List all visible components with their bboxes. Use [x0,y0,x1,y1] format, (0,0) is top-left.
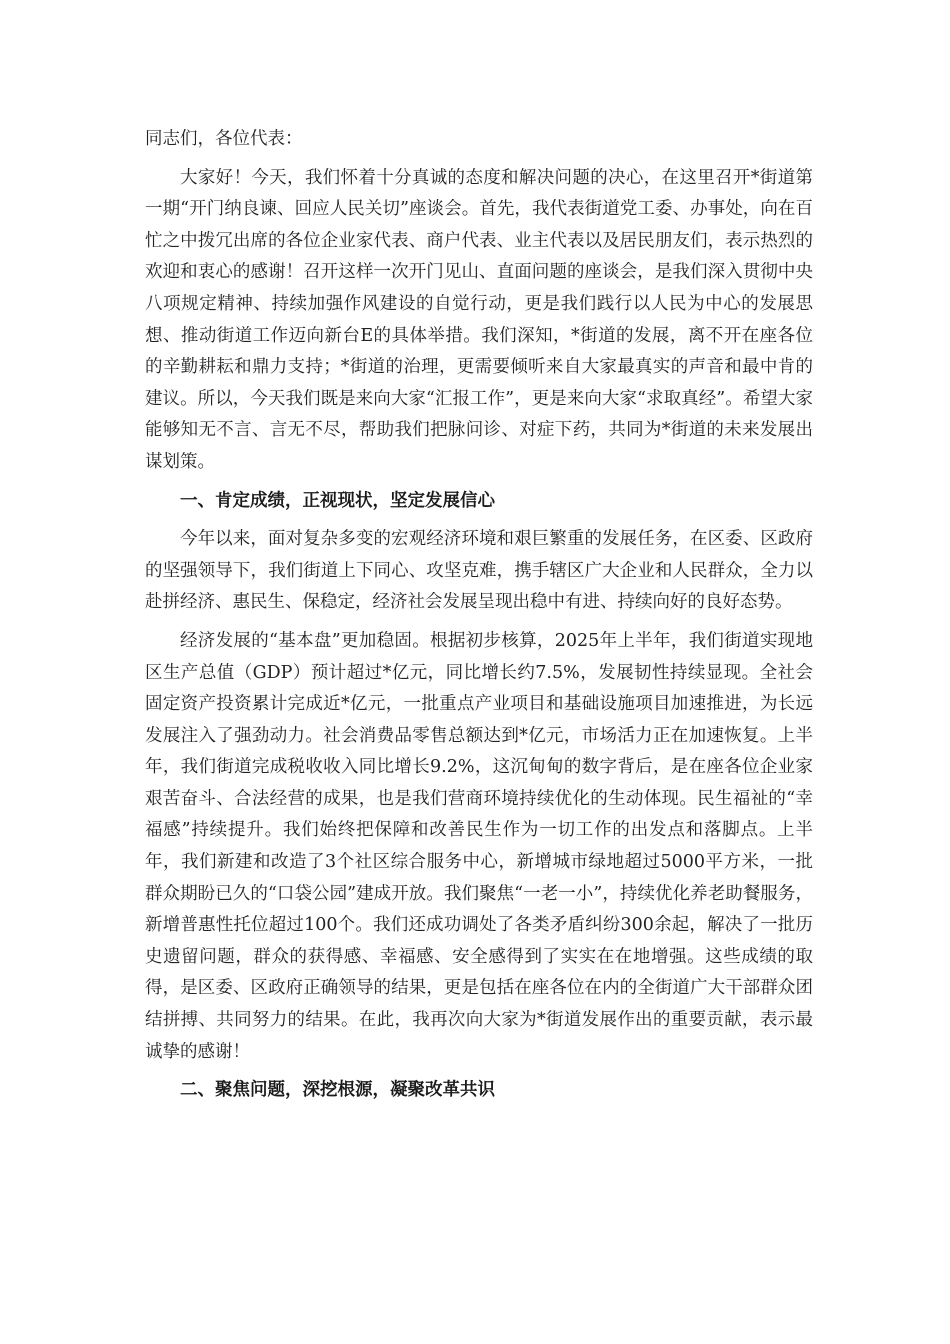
document-body [145,124,813,1114]
intro-paragraph: 大家好！今天，我们怀着十分真诚的态度和解决问题的决心，在这里召开*街道第一期“开门纳良谏、回应人民关切”座谈会。首先，我代表街道党工委、办事处，向在百忙之中拨冗出席的各位企业家代表、商户代表、业主代表以及居民朋友们，表示热烈的欢迎和衷心的感谢！召开这样一次开门见山、直面问题的座谈会，是我们深入贯彻中央八项规定精神、持续加强作风建设的自觉行动，更是我们践行以人民为中心的发展思想、推动街道工作迈向新台E的具体举措。我们深知，*街道的发展，离不开在座各位的辛勤耕耘和鼎力支持；*街道的治理，更需要倾听来自大家最真实的声音和最中肯的建议。所以，今天我们既是来向大家“汇报工作”，更是来向大家“求取真经”。希望大家能够知无不言、言无不尽，帮助我们把脉问诊、对症下药，共同为*街道的未来发展出谋划策。 [145,167,813,472]
section-1-paragraph-1: 今年以来，面对复杂多变的宏观经济环境和艰巨繁重的发展任务，在区委、区政府的坚强领导下，我们街道上下同心、攻坚克难，携手辖区广大企业和人民群众，全力以赴拼经济、惠民生、保稳定，经济社会发展呈现出稳中有进、持续向好的良好态势。 [145,529,813,613]
section-2-heading: 二、聚焦问题，深挖根源，凝聚改革共识 [180,1080,495,1101]
section-1-heading: 一、肯定成绩，正视现状，坚定发展信心 [180,490,495,511]
section-1-paragraph-2: 经济发展的“基本盘”更加稳固。根据初步核算，2025年上半年，我们街道实现地区生产总值（GDP）预计超过*亿元，同比增长约7.5%，发展韧性持续显现。全社会固定资产投资累计完成近*亿元，一批重点产业项目和基础设施项目加速推进，为长远发展注入了强劲动力。社会消费品零售总额达到*亿元，市场活力正在加速恢复。上半年，我们街道完成税收收入同比增长9.2%，这沉甸甸的数字背后，是在座各位企业家艰苦奋斗、合法经营的成果，也是我们营商环境持续优化的生动体现。民生福祉的“幸福感”持续提升。我们始终把保障和改善民生作为一切工作的出发点和落脚点。上半年，我们新建和改造了3个社区综合服务中心，新增城市绿地超过5000平方米，一批群众期盼已久的“口袋公园”建成开放。我们聚焦“一老一小”，持续优化养老助餐服务，新增普惠性托位超过100个。我们还成功调处了各类矛盾纠纷300余起，解决了一批历史遗留问题，群众的获得感、幸福感、安全感得到了实实在在地增强。这些成绩的取得，是区委、区政府正确领导的结果，更是包括在座各位在内的全街道广大干部群众团结拼搏、共同努力的结果。在此，我再次向大家为*街道发展作出的重要贡献，表示最诚挚的感谢！ [145,630,813,1062]
salutation: 同志们，各位代表： [145,129,303,149]
